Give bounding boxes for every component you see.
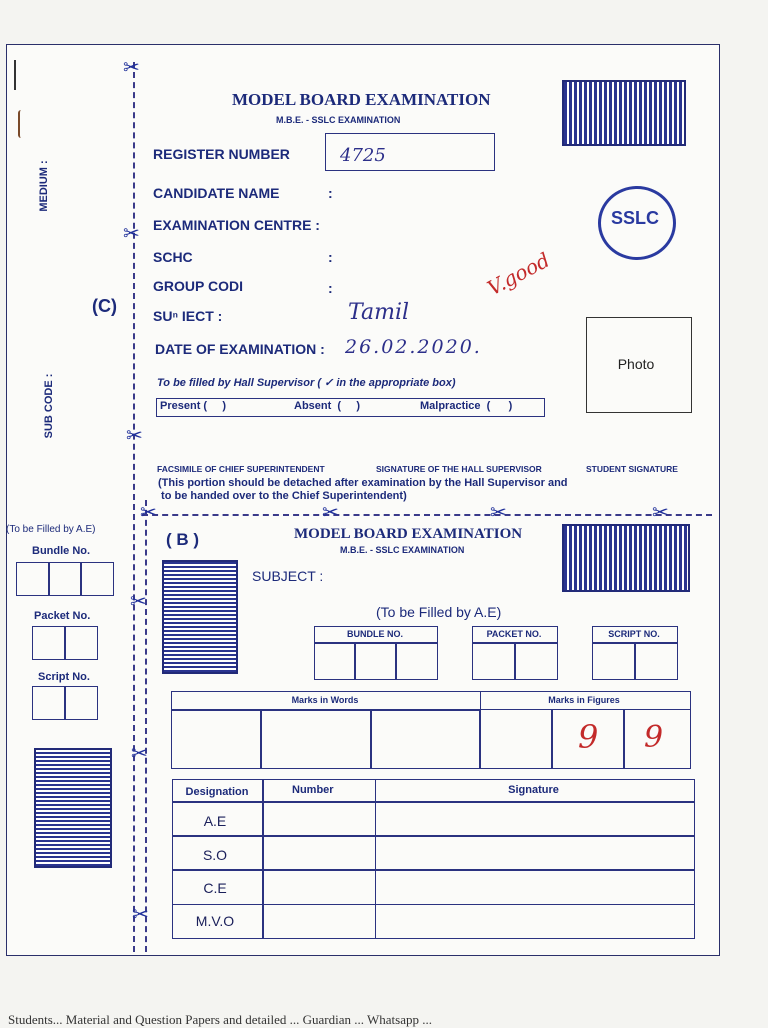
margin-bundle-box-1[interactable] bbox=[16, 562, 50, 596]
margin-bundle-box-3[interactable] bbox=[80, 562, 114, 596]
sslc-seal-text: SSLC bbox=[610, 208, 659, 228]
number-header: Number bbox=[292, 784, 334, 796]
barcode-margin bbox=[34, 748, 112, 868]
detach-note-line-2: to be handed over to the Chief Superintendent) bbox=[158, 490, 407, 502]
margin-bundle-box-2[interactable] bbox=[48, 562, 82, 596]
script-no-label: SCRIPT NO. bbox=[608, 629, 660, 639]
designation-header: Designation bbox=[185, 786, 249, 798]
signature-header: Signature bbox=[508, 784, 559, 796]
scissors-icon: ✂ bbox=[126, 425, 143, 447]
malpractice-option[interactable]: Malpractice ( ) bbox=[420, 400, 513, 412]
marks-words-cell-2[interactable] bbox=[260, 709, 372, 769]
scissors-icon: ✂ bbox=[123, 223, 140, 245]
section-b-filled-by-ae: (To be Filled by A.E) bbox=[376, 604, 502, 620]
marks-digit-2: 9 bbox=[644, 720, 664, 755]
detach-note-line-1: (This portion should be detached after examination by the Hall Supervisor and bbox=[158, 477, 568, 489]
section-b-title: MODEL BOARD EXAMINATION bbox=[294, 526, 523, 542]
packet-box-2[interactable] bbox=[514, 642, 558, 680]
section-c-label: (C) bbox=[92, 296, 117, 316]
section-b-subtitle: M.B.E. - SSLC EXAMINATION bbox=[340, 545, 465, 555]
designation-ce: C.E bbox=[203, 880, 227, 896]
section-c-subtitle: M.B.E. - SSLC EXAMINATION bbox=[276, 115, 401, 125]
margin-packet-box-1[interactable] bbox=[32, 626, 66, 660]
scissors-icon: ✂ bbox=[140, 502, 157, 524]
margin-script-box-1[interactable] bbox=[32, 686, 66, 720]
subject-value: Tamil bbox=[348, 300, 410, 325]
margin-packet-label: Packet No. bbox=[34, 610, 91, 622]
marks-figures-cell-1[interactable] bbox=[479, 709, 553, 769]
margin-script-box-2[interactable] bbox=[64, 686, 98, 720]
group-code-label: GROUP CODI bbox=[153, 278, 243, 294]
candidate-name-label: CANDIDATE NAME bbox=[153, 185, 280, 201]
designation-so: S.O bbox=[202, 847, 228, 863]
subject-label: SUⁿ IECT : bbox=[153, 308, 223, 324]
school-colon: : bbox=[328, 249, 333, 265]
date-label: DATE OF EXAMINATION : bbox=[155, 341, 325, 357]
margin-filled-by-ae: (To be Filled by A.E) bbox=[6, 524, 96, 535]
section-b-subject-label: SUBJECT : bbox=[252, 568, 324, 584]
left-margin-mark bbox=[14, 60, 16, 90]
bundle-no-label: BUNDLE NO. bbox=[347, 629, 403, 639]
school-label: SCHC bbox=[153, 249, 193, 265]
scissors-icon: ✂ bbox=[130, 591, 147, 613]
packet-box-1[interactable] bbox=[472, 642, 516, 680]
scissors-icon: ✂ bbox=[652, 502, 669, 524]
date-value: 26.02.2020. bbox=[345, 336, 482, 358]
register-number-label: REGISTER NUMBER bbox=[153, 146, 290, 162]
scissors-icon: ✂ bbox=[322, 502, 339, 524]
scissors-icon: ✂ bbox=[131, 743, 148, 765]
bundle-box-1[interactable] bbox=[314, 642, 356, 680]
scissors-icon: ✂ bbox=[490, 502, 507, 524]
barcode-section-b bbox=[562, 524, 690, 592]
section-b-label: ( B ) bbox=[166, 530, 200, 549]
vertical-cut-line bbox=[133, 62, 135, 952]
marks-words-cell-1[interactable] bbox=[171, 709, 262, 769]
margin-script-label: Script No. bbox=[38, 671, 90, 683]
left-margin-curve bbox=[18, 110, 24, 138]
bundle-box-3[interactable] bbox=[395, 642, 438, 680]
marks-words-cell-3[interactable] bbox=[370, 709, 481, 769]
designation-ae: A.E bbox=[203, 813, 227, 829]
register-number-value: 4725 bbox=[340, 145, 386, 166]
margin-bundle-label: Bundle No. bbox=[32, 545, 91, 557]
designation-mvo: M.V.O bbox=[195, 913, 235, 929]
footer-text: Students... Material and Question Papers and detailed ... Guardian ... Whatsapp ... bbox=[8, 1012, 432, 1027]
horizontal-cut-line bbox=[142, 514, 712, 516]
barcode-vertical bbox=[162, 560, 238, 674]
marks-figures-label: Marks in Figures bbox=[548, 695, 620, 705]
marks-words-label: Marks in Words bbox=[291, 695, 359, 705]
exam-centre-label: EXAMINATION CENTRE : bbox=[153, 217, 320, 233]
script-box-1[interactable] bbox=[592, 642, 636, 680]
hall-supervisor-note: To be filled by Hall Supervisor ( ✓ in the appropriate box) bbox=[157, 377, 456, 389]
vertical-cut-line-2 bbox=[145, 500, 147, 952]
present-option[interactable]: Present ( ) bbox=[160, 400, 227, 412]
hall-signature-label: SIGNATURE OF THE HALL SUPERVISOR bbox=[376, 464, 542, 474]
candidate-name-colon: : bbox=[328, 185, 333, 201]
medium-label: MEDIUM : bbox=[38, 160, 50, 212]
marks-digit-1: 9 bbox=[578, 718, 599, 756]
section-c-title: MODEL BOARD EXAMINATION bbox=[232, 90, 491, 109]
margin-packet-box-2[interactable] bbox=[64, 626, 98, 660]
script-box-2[interactable] bbox=[634, 642, 678, 680]
absent-option[interactable]: Absent ( ) bbox=[294, 400, 360, 412]
chief-signature-label: FACSIMILE OF CHIEF SUPERINTENDENT bbox=[157, 464, 325, 474]
packet-no-label: PACKET NO. bbox=[486, 629, 542, 639]
remark-handwritten: V.good bbox=[483, 247, 554, 301]
barcode-top bbox=[562, 80, 686, 146]
sub-code-label: SUB CODE : bbox=[43, 373, 55, 439]
student-signature-label: STUDENT SIGNATURE bbox=[586, 464, 678, 474]
bundle-box-2[interactable] bbox=[354, 642, 397, 680]
scissors-icon: ✂ bbox=[132, 904, 149, 926]
photo-label: Photo bbox=[617, 356, 655, 372]
group-code-colon: : bbox=[328, 280, 333, 296]
scissors-icon: ✂ bbox=[123, 57, 140, 79]
